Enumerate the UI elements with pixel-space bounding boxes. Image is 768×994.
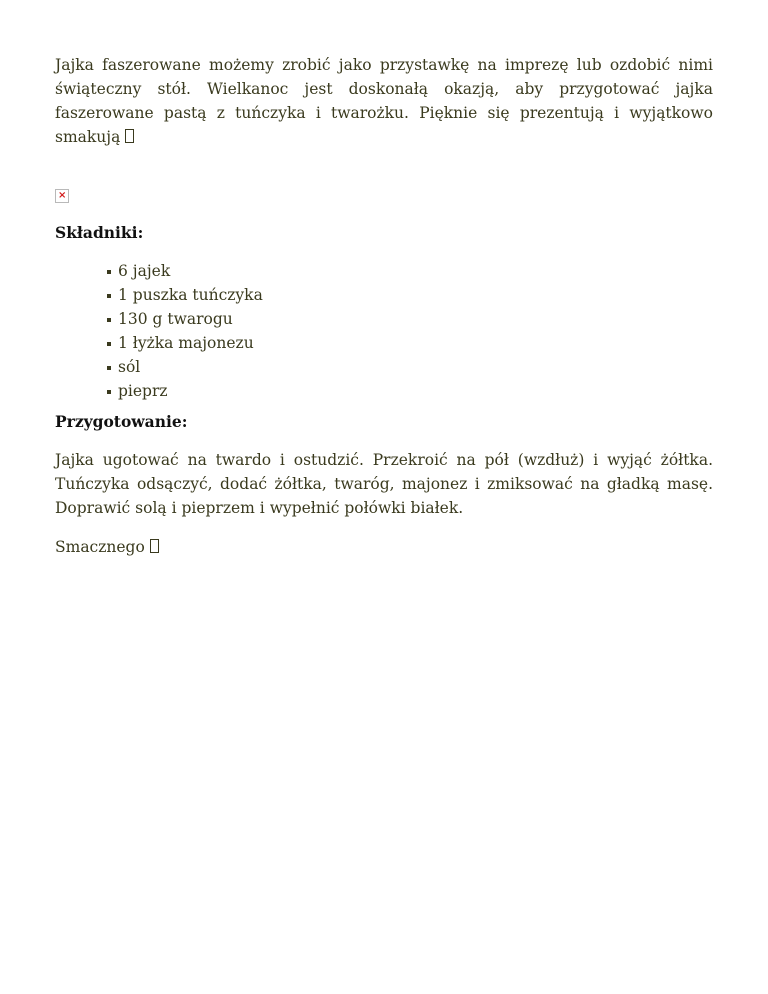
ingredient-item: 1 puszka tuńczyka xyxy=(107,283,713,307)
ingredient-item: 6 jajek xyxy=(107,259,713,283)
article-content xyxy=(55,53,713,559)
ingredient-item: sól xyxy=(107,355,713,379)
missing-emoji-icon xyxy=(125,129,134,143)
ingredient-item: pieprz xyxy=(107,379,713,403)
intro-paragraph xyxy=(55,53,713,149)
preparation-heading: Przygotowanie: xyxy=(55,412,188,431)
closing-paragraph xyxy=(55,535,713,559)
ingredients-list xyxy=(55,259,713,403)
closing-text: Smacznego xyxy=(55,538,145,556)
missing-emoji-icon xyxy=(150,539,159,553)
broken-image-icon: × xyxy=(55,189,69,203)
ingredient-item: 1 łyżka majonezu xyxy=(107,331,713,355)
ingredients-heading: Składniki: xyxy=(55,223,144,242)
preparation-paragraph: Jajka ugotować na twardo i ostudzić. Przekroić na pół (wzdłuż) i wyjąć żółtka. Tuńczyka odsączyć, dodać żółtka, twaróg, majonez i zmiksować na gładką masę. Doprawić solą i pieprzem i wypełnić połówki białek. xyxy=(55,451,713,517)
ingredient-item: 130 g twarogu xyxy=(107,307,713,331)
intro-text: Jajka faszerowane możemy zrobić jako przystawkę na imprezę lub ozdobić nimi świąteczny stół. Wielkanoc jest doskonałą okazją, aby przygotować jajka faszerowane pastą z tuńczyka i twarożku. Pięknie się prezentują i wyjątkowo smakują xyxy=(55,56,713,146)
